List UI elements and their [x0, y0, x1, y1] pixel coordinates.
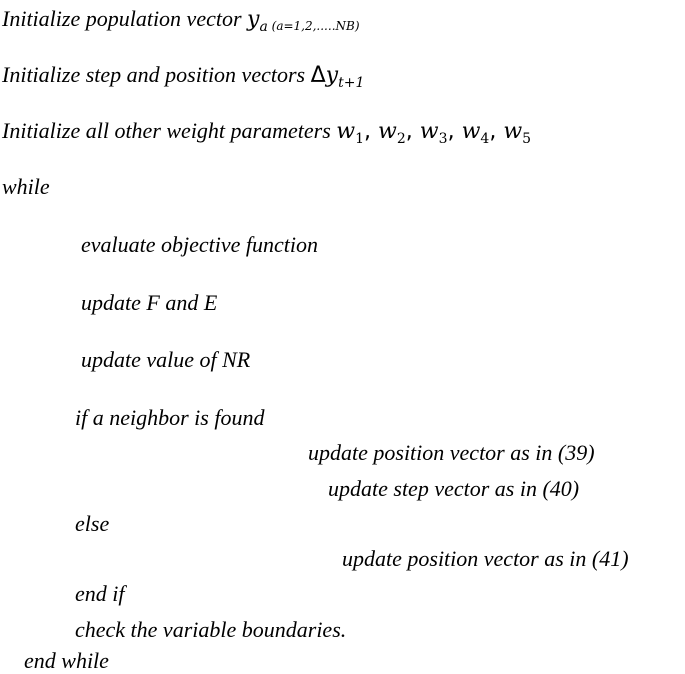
end-if-keyword: end if: [75, 581, 125, 606]
if-neighbor-keyword: if a neighbor is found: [75, 405, 265, 430]
update-nr-step: update value of NR: [81, 347, 251, 372]
check-bounds-step: check the variable boundaries.: [75, 617, 347, 642]
while-keyword: while: [2, 174, 50, 199]
init-population-line: [2, 6, 360, 40]
init-weights-text: Initialize all other weight parameters: [2, 118, 337, 143]
update-position-39-step: update position vector as in (39): [308, 440, 595, 465]
evaluate-step: evaluate objective function: [81, 232, 319, 257]
update-position-41-step: update position vector as in (41): [342, 546, 629, 571]
weight-sub: 1: [355, 131, 365, 147]
end-while-keyword: end while: [24, 648, 109, 673]
step-var: y: [325, 63, 339, 88]
init-population-text: Initialize population vector: [2, 6, 248, 31]
update-step-40-step: update step vector as in (40): [328, 476, 580, 501]
weight-sep: ,: [405, 119, 420, 144]
step-sub: t+1: [338, 75, 365, 91]
weight-sep: ,: [364, 119, 379, 144]
weight-var: w: [461, 119, 481, 144]
population-var: y: [247, 7, 260, 32]
weight-var: w: [378, 119, 397, 144]
population-sub: a: [259, 19, 268, 35]
weight-sub: 3: [438, 131, 448, 147]
weight-sub: 2: [396, 131, 406, 147]
init-step-line: [2, 62, 364, 96]
weight-sep: ,: [447, 119, 462, 144]
update-fe-step: update F and E: [81, 290, 218, 315]
weight-sub: 4: [480, 131, 490, 147]
init-weights-line: [2, 118, 531, 152]
weight-var: w: [503, 119, 523, 144]
init-step-text: Initialize step and position vectors: [2, 62, 311, 87]
weight-sub: 5: [522, 131, 532, 147]
population-range: (a=1,2,.....NB): [267, 19, 360, 33]
weight-var: w: [419, 119, 439, 144]
else-keyword: else: [75, 511, 110, 536]
weight-var: w: [336, 119, 356, 144]
weight-sep: ,: [489, 119, 504, 144]
delta-symbol: Δ: [310, 63, 326, 88]
